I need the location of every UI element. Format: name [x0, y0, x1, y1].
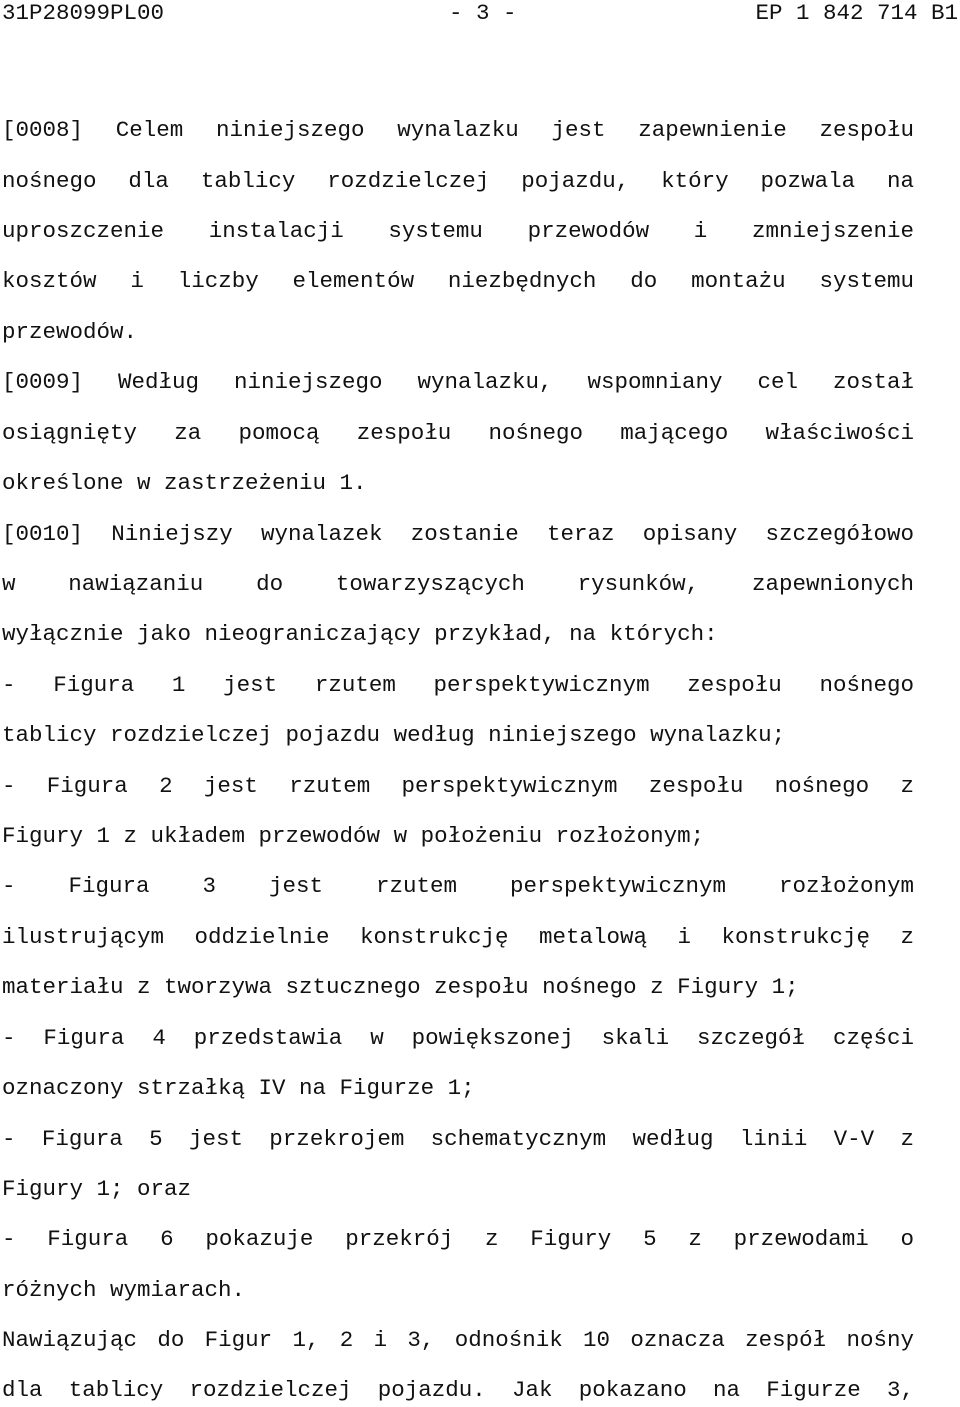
text-line: [0009] Według niniejszego wynalazku, wspomniany cel został	[2, 369, 914, 395]
text-line: Figury 1; oraz	[2, 1176, 192, 1202]
text-line: Nawiązując do Figur 1, 2 i 3, odnośnik 10 oznacza zespół nośny	[2, 1327, 914, 1353]
text-line: [0010] Niniejszy wynalazek zostanie teraz opisany szczegółowo	[2, 521, 914, 547]
text-line: Figury 1 z układem przewodów w położeniu rozłożonym;	[2, 823, 705, 849]
text-line: - Figura 4 przedstawia w powiększonej skali szczegół części	[2, 1025, 914, 1051]
text-line: oznaczony strzałką IV na Figurze 1;	[2, 1075, 475, 1101]
document-code: 31P28099PL00	[2, 0, 165, 26]
text-line: materiału z tworzywa sztucznego zespołu nośnego z Figury 1;	[2, 974, 799, 1000]
text-line: osiągnięty za pomocą zespołu nośnego mającego właściwości	[2, 420, 914, 446]
text-line: - Figura 3 jest rzutem perspektywicznym rozłożonym	[2, 873, 914, 899]
text-line: kosztów i liczby elementów niezbędnych do montażu systemu	[2, 268, 914, 294]
text-line: nośnego dla tablicy rozdzielczej pojazdu, który pozwala na	[2, 168, 914, 194]
text-line: [0008] Celem niniejszego wynalazku jest zapewnienie zespołu	[2, 117, 914, 143]
text-line: - Figura 5 jest przekrojem schematycznym według linii V-V z	[2, 1126, 914, 1152]
text-line: określone w zastrzeżeniu 1.	[2, 470, 367, 496]
text-line: różnych wymiarach.	[2, 1277, 246, 1303]
text-line: dla tablicy rozdzielczej pojazdu. Jak pokazano na Figurze 3,	[2, 1377, 914, 1403]
text-line: - Figura 6 pokazuje przekrój z Figury 5 z przewodami o	[2, 1226, 914, 1252]
text-line: wyłącznie jako nieograniczający przykład, na których:	[2, 621, 718, 647]
text-line: - Figura 2 jest rzutem perspektywicznym zespołu nośnego z	[2, 773, 914, 799]
text-line: przewodów.	[2, 319, 138, 345]
text-line: tablicy rozdzielczej pojazdu według niniejszego wynalazku;	[2, 722, 786, 748]
patent-number: EP 1 842 714 B1	[755, 0, 958, 26]
page-number: - 3 -	[449, 0, 517, 26]
text-line: w nawiązaniu do towarzyszących rysunków, zapewnionych	[2, 571, 914, 597]
text-line: ilustrującym oddzielnie konstrukcję metalową i konstrukcję z	[2, 924, 914, 950]
text-line: - Figura 1 jest rzutem perspektywicznym zespołu nośnego	[2, 672, 914, 698]
text-line: uproszczenie instalacji systemu przewodów i zmniejszenie	[2, 218, 914, 244]
